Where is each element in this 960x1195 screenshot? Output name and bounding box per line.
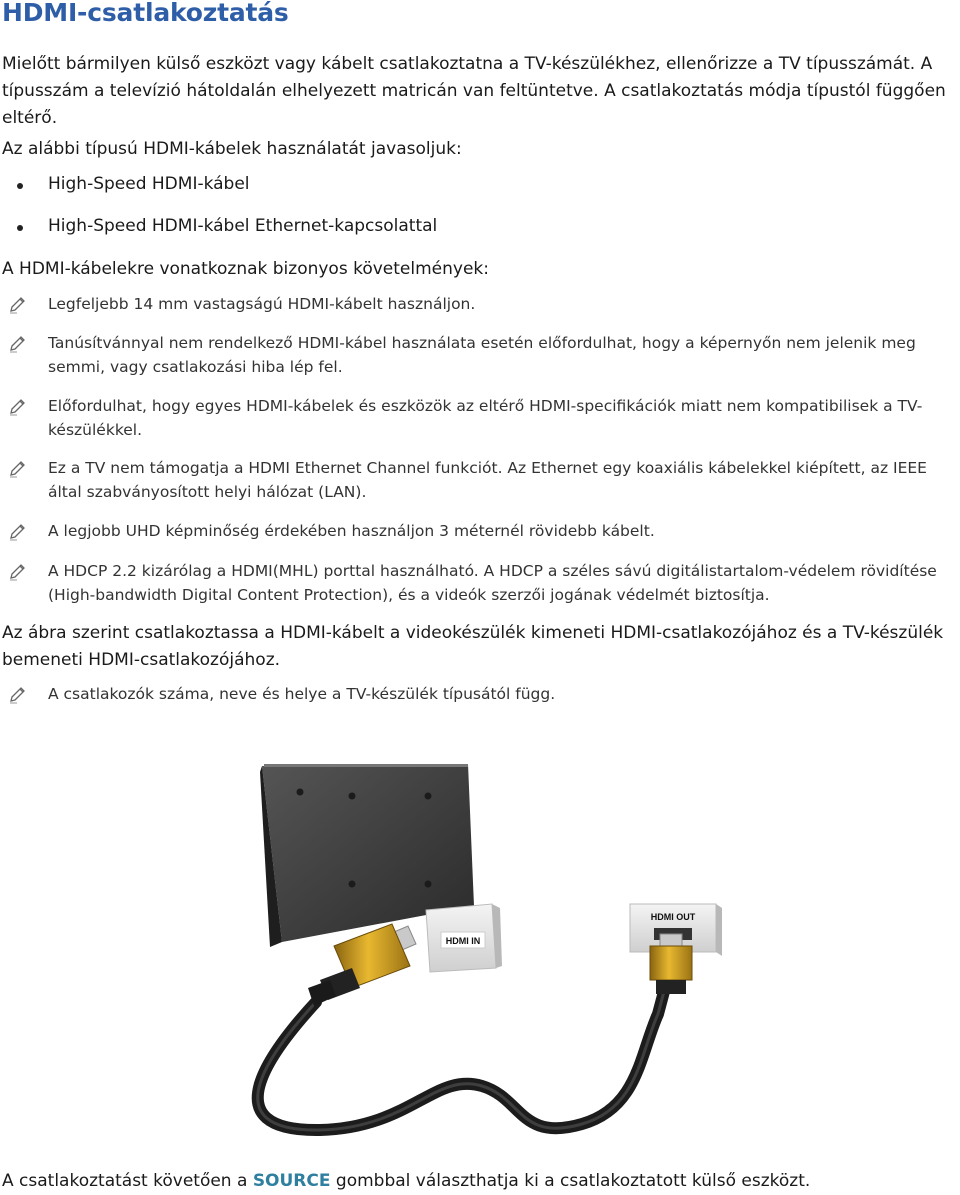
pencil-icon	[8, 521, 28, 541]
note-text: A legjobb UHD képminőség érdekében használjon 3 méternél rövidebb kábelt.	[48, 522, 655, 540]
bullet-icon	[17, 225, 23, 231]
hdmi-in-label: HDMI IN	[445, 936, 481, 946]
pencil-icon	[8, 561, 28, 581]
pencil-icon	[8, 396, 28, 416]
note-text: Előfordulhat, hogy egyes HDMI-kábelek és eszközök az eltérő HDMI-specifikációk miatt nem kompatibilisek a TV-készülékkel.	[48, 397, 923, 439]
bullet-icon	[17, 183, 23, 189]
footer-text-before: A csatlakoztatást követően a	[2, 1171, 253, 1191]
source-keyword: SOURCE	[252, 1171, 331, 1191]
pencil-icon	[8, 458, 28, 478]
intro-paragraph: Mielőtt bármilyen külső eszközt vagy kábelt csatlakoztatna a TV-készülékhez, ellenőrizze a TV típusszámát. A típusszám a televízió hátoldalán elhelyezett matricán van feltüntetve. A csatlakoztatás módja típustól függően eltérő.	[2, 54, 946, 128]
hdmi-plug-left	[308, 924, 416, 1006]
note-text: Tanúsítvánnyal nem rendelkező HDMI-kábel használata esetén előfordulhat, hogy a képernyőn nem jelenik meg semmi, vagy csatlakozási hiba lép fel.	[48, 334, 916, 376]
page-title: HDMI-csatlakoztatás	[2, 0, 289, 27]
pencil-icon	[8, 333, 28, 353]
note-text: A HDCP 2.2 kizárólag a HDMI(MHL) porttal használható. A HDCP a széles sávú digitálistartalom-védelem rövidítése (High-bandwidth Digital Content Protection), és a videók szerzői jogának védelmét biztosítja.	[48, 562, 937, 604]
connect-paragraph: Az ábra szerint csatlakoztassa a HDMI-kábelt a videokészülék kimeneti HDMI-csatlakozójához és a TV-készülék bemeneti HDMI-csatlakozójához.	[2, 623, 944, 670]
pencil-icon	[8, 684, 28, 704]
hdmi-in-port	[426, 904, 502, 972]
note-text: Ez a TV nem támogatja a HDMI Ethernet Channel funkciót. Az Ethernet egy koaxiális kábelekkel kiépített, az IEEE által szabványosított helyi hálózat (LAN).	[48, 459, 927, 501]
footer-paragraph	[2, 1168, 947, 1195]
hdmi-cable	[258, 984, 666, 1130]
hdmi-connection-illustration	[230, 762, 750, 1142]
list-item-label: High-Speed HDMI-kábel	[48, 174, 250, 194]
pencil-icon	[8, 294, 28, 314]
hdmi-out-label: HDMI OUT	[650, 912, 696, 922]
note-text: Legfeljebb 14 mm vastagságú HDMI-kábelt használjon.	[48, 295, 476, 313]
footer-text-after: gombbal választhatja ki a csatlakoztatott külső eszközt.	[330, 1171, 811, 1191]
requirements-intro-text: A HDMI-kábelekre vonatkoznak bizonyos követelmények:	[2, 259, 489, 279]
cable-intro-text: Az alábbi típusú HDMI-kábelek használatát javasoljuk:	[2, 139, 462, 159]
note-text: A csatlakozók száma, neve és helye a TV-készülék típusától függ.	[48, 685, 556, 703]
list-item-label: High-Speed HDMI-kábel Ethernet-kapcsolattal	[48, 216, 438, 236]
